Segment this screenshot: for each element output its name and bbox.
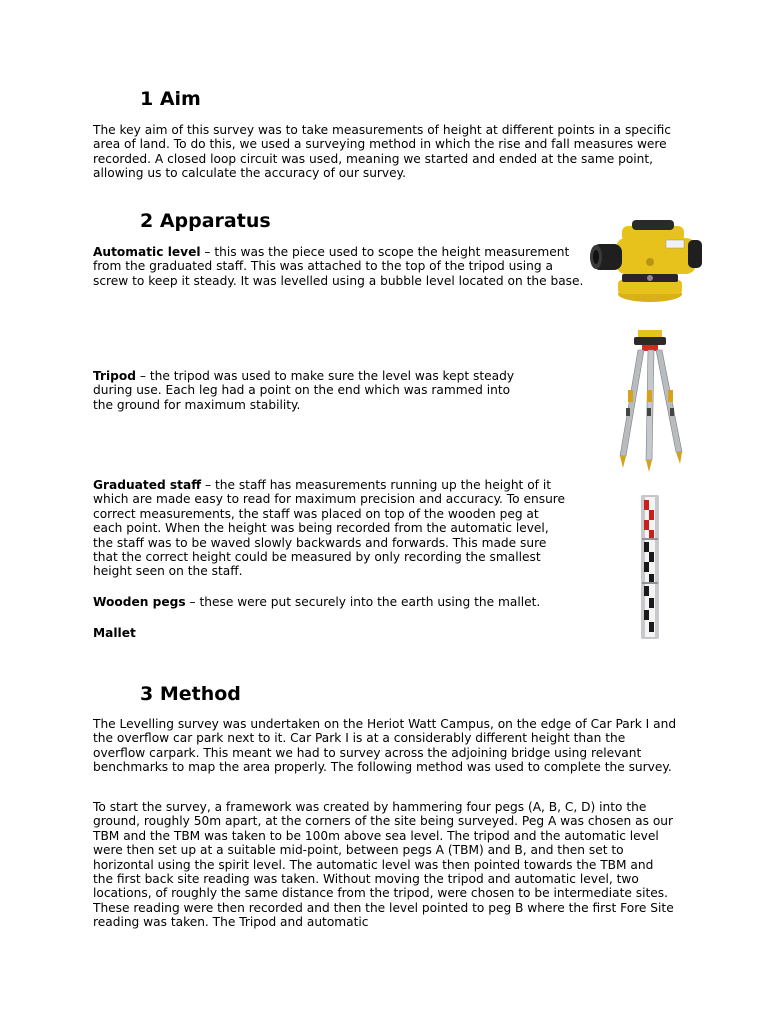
apparatus-term: Tripod <box>93 369 136 383</box>
apparatus-description: – the staff has measurements running up the height of it which are made easy to read for maximum precision and accuracy. To ensure correct measurements, the staff was placed on top of the wooden peg at each point. When the height was being recorded from the automatic level, the staff was to be waved slowly backwards and forwards. This made sure that the correct height could be measured by only recording the smallest height seen on the staff. <box>93 478 566 579</box>
method-paragraph-2: To start the survey, a framework was created by hammering four pegs (A, B, C, D) into the ground, roughly 50m apart, at the corners of the site being surveyed. Peg A was chosen as our TBM and the TBM was taken to be 100m above sea level. The tripod and the automatic level were then set up at a suitable mid-point, between pegs A (TBM) and B, and then set to horizontal using the spirit level. The automatic level was then pointed towards the TBM and the first back site reading was taken. Without moving the tripod and automatic level, two locations, of roughly the same distance from the tripod, were chosen to be intermediate sites. These reading were then recorded and then the level pointed to peg B where the first Fore Site reading was taken. The Tripod and automatic <box>93 800 674 930</box>
apparatus-item-graduated-staff <box>93 478 571 579</box>
apparatus-description: – the tripod was used to make sure the level was kept steady during use. Each leg had a point on the end which was rammed into the ground for maximum stability. <box>93 369 515 412</box>
apparatus-item-mallet <box>93 626 585 640</box>
apparatus-item-wooden-pegs <box>93 595 585 609</box>
apparatus-item-tripod <box>93 369 533 412</box>
method-paragraph-1: The Levelling survey was undertaken on the Heriot Watt Campus, on the edge of Car Park I and the overflow car park next to it. Car Park I is at a considerably different height than the overflow carpark. This meant we had to survey across the adjoining bridge using relevant benchmarks to map the area properly. The following method was used to complete the survey. <box>93 717 677 775</box>
tripod-image <box>608 328 692 474</box>
apparatus-description: – this was the piece used to scope the height measurement from the graduated staff. This was attached to the top of the tripod using a screw to keep it steady. It was levelled using a bubble level located on the base. <box>93 245 584 288</box>
graduated-staff-image <box>638 494 662 640</box>
apparatus-description: – these were put securely into the earth using the mallet. <box>185 595 541 609</box>
method-heading: 3 Method <box>140 683 241 705</box>
apparatus-item-automatic-level <box>93 245 585 288</box>
apparatus-term: Automatic level <box>93 245 201 259</box>
automatic-level-image <box>588 210 712 306</box>
aim-heading: 1 Aim <box>140 88 201 110</box>
apparatus-term: Wooden pegs <box>93 595 186 609</box>
apparatus-term: Graduated staff <box>93 478 202 492</box>
apparatus-heading: 2 Apparatus <box>140 210 271 232</box>
aim-paragraph: The key aim of this survey was to take measurements of height at different points in a specific area of land. To do this, we used a surveying method in which the rise and fall measures were recorded. A closed loop circuit was used, meaning we started and ended at the same point, allowing us to calculate the accuracy of our survey. <box>93 123 672 181</box>
apparatus-term: Mallet <box>93 626 136 640</box>
